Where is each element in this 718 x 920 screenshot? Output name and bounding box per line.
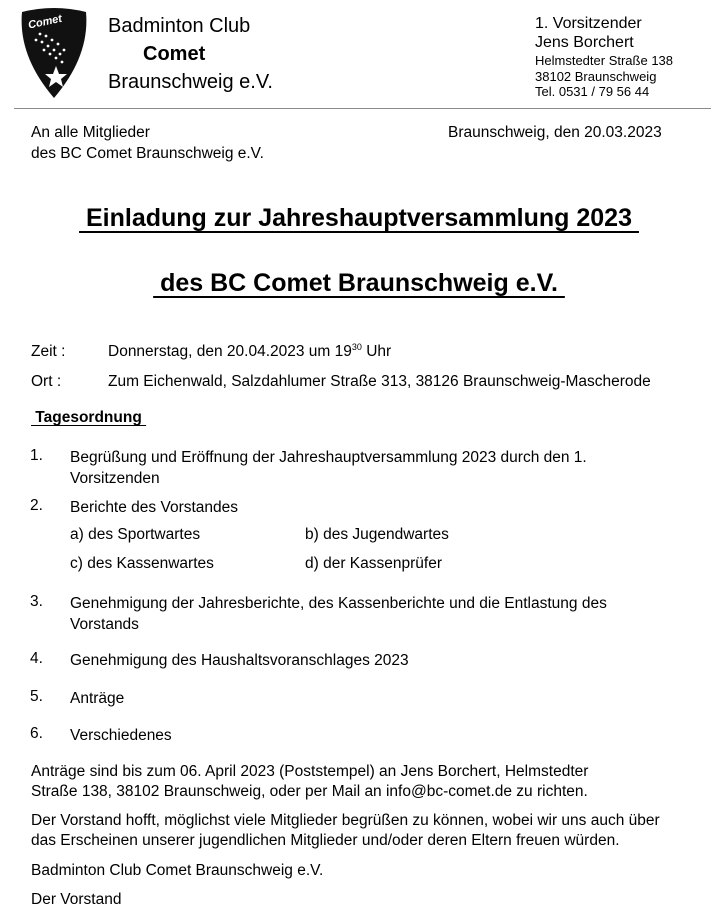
place-value: Zum Eichenwald, Salzdahlumer Straße 313, 38126 Braunschweig-Mascherode xyxy=(108,373,651,390)
agenda-item-number: 6. xyxy=(30,725,43,742)
club-name-line3: Braunschweig e.V. xyxy=(108,71,273,93)
time-value: Donnerstag, den 20.04.2023 um $19^{30}$ Uhr xyxy=(108,341,392,360)
closing-club: Badminton Club Comet Braunschweig e.V. xyxy=(31,862,324,879)
agenda-item-text: Berichte des Vorstandes xyxy=(70,499,239,516)
club-name-line2: Comet xyxy=(143,43,206,65)
deadline-line1: Anträge sind bis zum 06. April 2023 (Poststempel) an Jens Borchert, Helmstedter xyxy=(31,763,589,780)
agenda-item-text: Genehmigung des Haushaltsvoranschlages 2023 xyxy=(70,652,409,669)
agenda-item-text: Verschiedenes xyxy=(70,727,172,744)
report-treasurer: c) des Kassenwartes xyxy=(70,555,214,572)
agenda-item-text: Genehmigung der Jahresberichte, des Kassenberichte und die Entlastung des Vorstands xyxy=(70,595,607,633)
recipient-line2: des BC Comet Braunschweig e.V. xyxy=(31,145,264,162)
agenda-item-number: 4. xyxy=(30,650,43,667)
sender-name: Jens Borchert xyxy=(535,34,634,51)
invitation-line1: Der Vorstand hofft, möglichst viele Mitglieder begrüßen zu können, wobei wir uns auch über xyxy=(31,812,660,829)
title-line1: Einladung zur Jahreshauptversammlung 2023 xyxy=(79,204,639,232)
report-sport: a) des Sportwartes xyxy=(70,526,201,543)
time-label: Zeit : xyxy=(31,343,66,360)
agenda-item-number: 1. xyxy=(30,447,43,464)
agenda-item-text: Begrüßung und Eröffnung der Jahreshauptversammlung 2023 durch den 1. Vorsitzenden xyxy=(70,449,587,487)
club-logo xyxy=(16,6,92,102)
recipient-line1: An alle Mitglieder xyxy=(31,124,150,141)
agenda-item-number: 2. xyxy=(30,497,43,514)
agenda-item-text: Anträge xyxy=(70,690,125,707)
club-name-line1: Badminton Club xyxy=(108,15,251,37)
sender-role: 1. Vorsitzender xyxy=(535,15,642,32)
place-label: Ort : xyxy=(31,373,62,390)
deadline-line2: Straße 138, 38102 Braunschweig, oder per Mail an info@bc-comet.de zu richten. xyxy=(31,783,588,800)
title-line2: des BC Comet Braunschweig e.V. xyxy=(153,269,565,297)
agenda-heading: Tagesordnung xyxy=(31,409,147,426)
agenda-item-number: 3. xyxy=(30,593,43,610)
header-divider xyxy=(14,108,711,109)
signature: Der Vorstand xyxy=(31,891,122,908)
agenda-item-number: 5. xyxy=(30,688,43,705)
report-auditor: d) der Kassenprüfer xyxy=(305,555,442,572)
place-date: Braunschweig, den 20.03.2023 xyxy=(448,124,662,141)
invitation-line2: das Erscheinen unserer jugendlichen Mitglieder und/oder deren Eltern freuen würden. xyxy=(31,832,620,849)
report-youth: b) des Jugendwartes xyxy=(305,526,449,543)
logo-text: Comet xyxy=(27,12,64,32)
sender-phone: Tel. 0531 / 79 56 44 xyxy=(535,84,650,99)
sender-street: Helmstedter Straße 138 xyxy=(535,53,674,68)
sender-city: 38102 Braunschweig xyxy=(535,69,657,84)
